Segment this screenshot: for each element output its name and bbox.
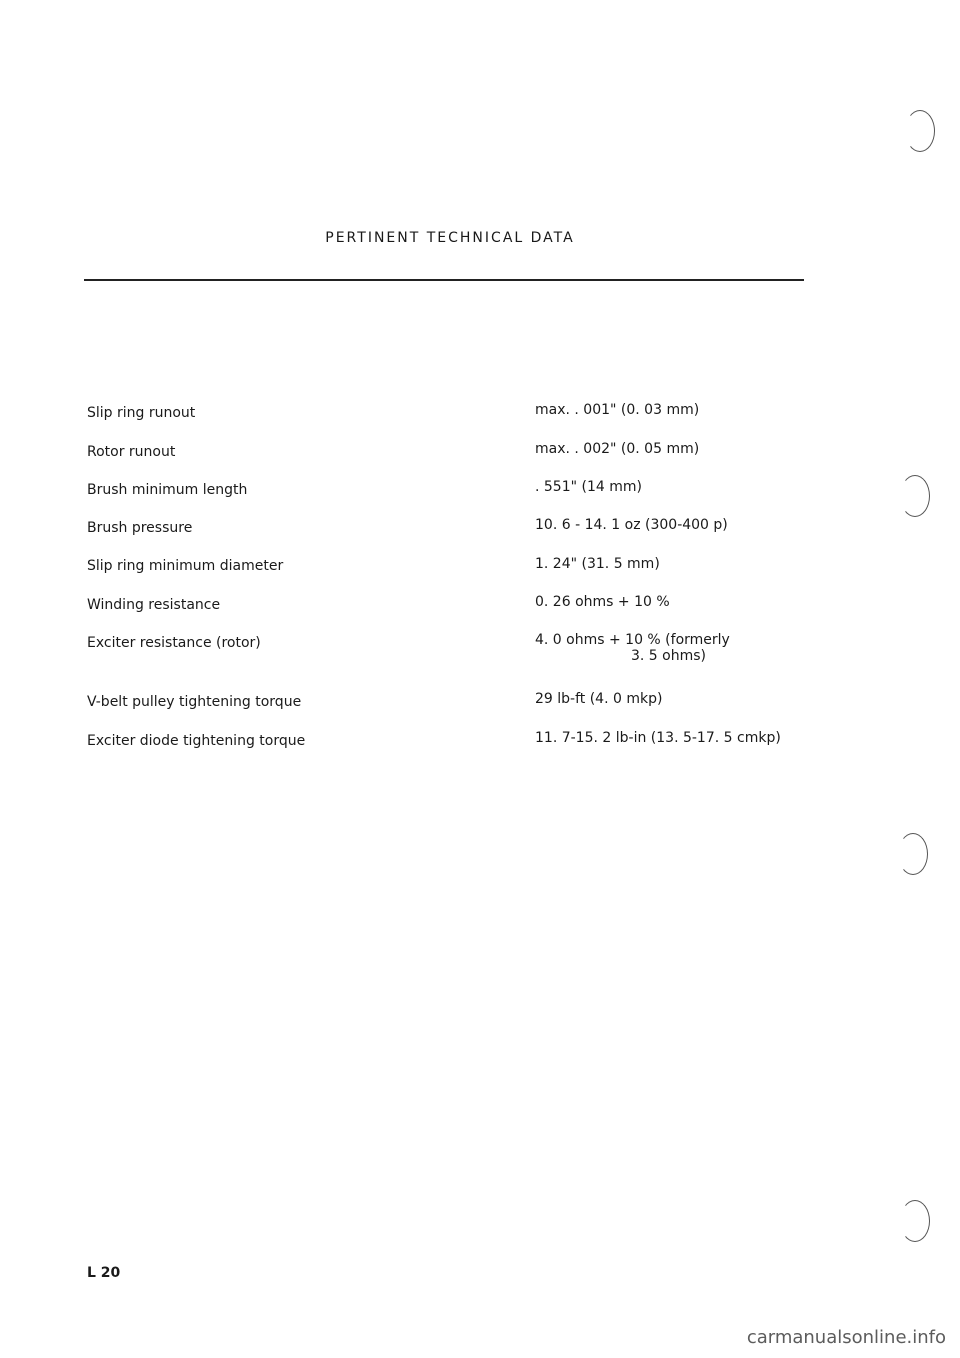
spec-value-continuation: 3. 5 ohms) <box>631 648 706 664</box>
spec-value: 1. 24" (31. 5 mm) <box>535 556 660 572</box>
spec-value: 11. 7-15. 2 lb-in (13. 5-17. 5 cmkp) <box>535 730 781 746</box>
binder-hole-2 <box>900 475 930 517</box>
spec-value: max. . 001" (0. 03 mm) <box>535 402 700 418</box>
spec-label: Brush pressure <box>87 520 193 536</box>
page-number: L 20 <box>87 1265 121 1281</box>
spec-value: max. . 002" (0. 05 mm) <box>535 441 700 457</box>
spec-label: Slip ring runout <box>87 405 196 421</box>
spec-label: V-belt pulley tightening torque <box>87 694 302 710</box>
spec-value: 10. 6 - 14. 1 oz (300-400 p) <box>535 517 728 533</box>
spec-value: . 551" (14 mm) <box>535 479 642 495</box>
spec-label: Brush minimum length <box>87 482 248 498</box>
binder-hole-3 <box>898 833 928 875</box>
title-rule <box>84 279 804 281</box>
footer-watermark[interactable]: carmanualsonline.info <box>746 1327 946 1348</box>
spec-value <box>535 632 730 664</box>
spec-value: 0. 26 ohms + 10 % <box>535 594 670 610</box>
spec-value: 29 lb-ft (4. 0 mkp) <box>535 691 663 707</box>
spec-label: Rotor runout <box>87 444 176 460</box>
binder-hole-1 <box>905 110 935 152</box>
spec-label: Slip ring minimum diameter <box>87 558 284 574</box>
page-title: PERTINENT TECHNICAL DATA <box>325 230 575 246</box>
spec-label: Exciter diode tightening torque <box>87 733 306 749</box>
spec-label: Exciter resistance (rotor) <box>87 635 261 651</box>
spec-value-line: 4. 0 ohms + 10 % (formerly <box>535 632 730 648</box>
spec-label: Winding resistance <box>87 597 221 613</box>
binder-hole-4 <box>900 1200 930 1242</box>
